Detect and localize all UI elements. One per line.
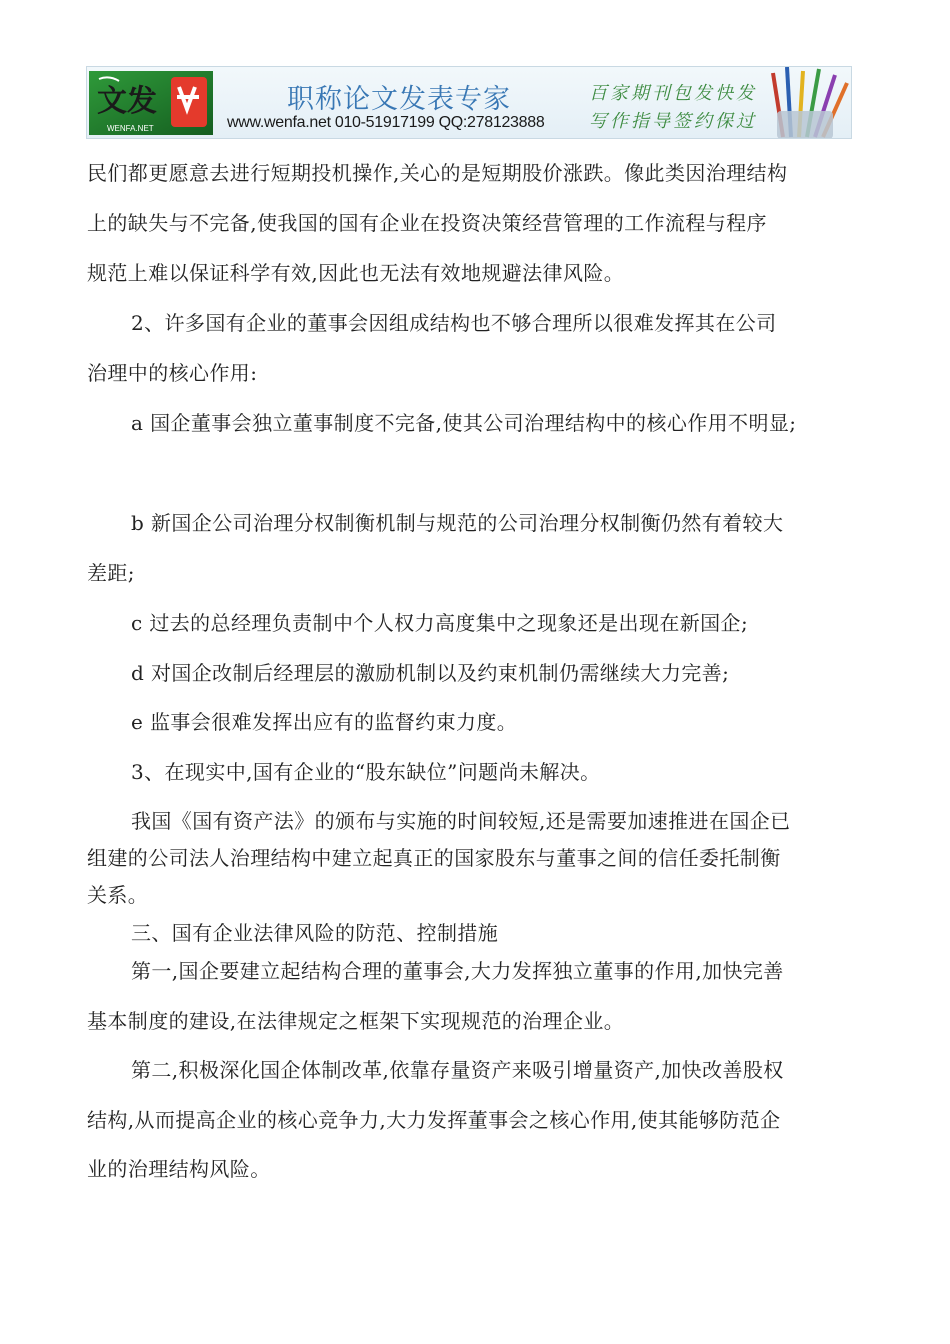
banner-contact: www.wenfa.net 010-51917199 QQ:278123888 [227,114,545,131]
paragraph-line: 差距; [87,561,135,585]
paragraph-line: 业的治理结构风险。 [87,1157,271,1181]
paragraph-line: 第二,积极深化国企体制改革,依靠存量资产来吸引增量资产,加快改善股权 [131,1058,784,1082]
paragraph-line: 3、在现实中,国有企业的“股东缺位”问题尚未解决。 [131,760,601,784]
section-heading: 三、国有企业法律风险的防范、控制措施 [131,921,499,945]
list-item-c: c 过去的总经理负责制中个人权力高度集中之现象还是出现在新国企; [131,611,749,635]
banner-slogan-1: 百家期刊包发快发 [589,83,757,104]
paragraph-line: 基本制度的建设,在法律规定之框架下实现规范的治理企业。 [87,1009,625,1033]
banner-title: 职称论文发表专家 [287,84,511,115]
paragraph-line: 上的缺失与不完备,使我国的国有企业在投资决策经营管理的工作流程与程序 [87,211,767,235]
header-banner[interactable] [86,66,852,139]
banner-slogan-2: 写作指导签约保过 [589,111,757,132]
paragraph-line: 规范上难以保证科学有效,因此也无法有效地规避法律风险。 [87,261,625,285]
list-item-e: e 监事会很难发挥出应有的监督约束力度。 [131,710,518,734]
paragraph-line: 组建的公司法人治理结构中建立起真正的国家股东与董事之间的信任委托制衡 [87,846,781,870]
paragraph-line: 关系。 [87,883,149,907]
list-item-a: a 国企董事会独立董事制度不完备,使其公司治理结构中的核心作用不明显; [131,411,797,435]
list-item-d: d 对国企改制后经理层的激励机制以及约束机制仍需继续大力完善; [131,661,730,685]
svg-text:文发: 文发 [97,84,157,119]
paragraph-line: 民们都更愿意去进行短期投机操作,关心的是短期股价涨跌。像此类因治理结构 [87,161,788,185]
paragraph-line: 2、许多国有企业的董事会因组成结构也不够合理所以很难发挥其在公司 [131,311,777,335]
paragraph-line: 第一,国企要建立起结构合理的董事会,大力发挥独立董事的作用,加快完善 [131,959,784,983]
paragraph-line: 结构,从而提高企业的核心竞争力,大力发挥董事会之核心作用,使其能够防范企 [87,1108,781,1132]
paragraph-line: 治理中的核心作用: [87,361,258,385]
wenfa-logo [89,71,213,135]
pencil-cup-icon [769,67,849,139]
paragraph-line: 我国《国有资产法》的颁布与实施的时间较短,还是需要加速推进在国企已 [131,809,791,833]
svg-text:WENFA.NET: WENFA.NET [107,124,154,133]
list-item-b: b 新国企公司治理分权制衡机制与规范的公司治理分权制衡仍然有着较大 [131,511,784,535]
